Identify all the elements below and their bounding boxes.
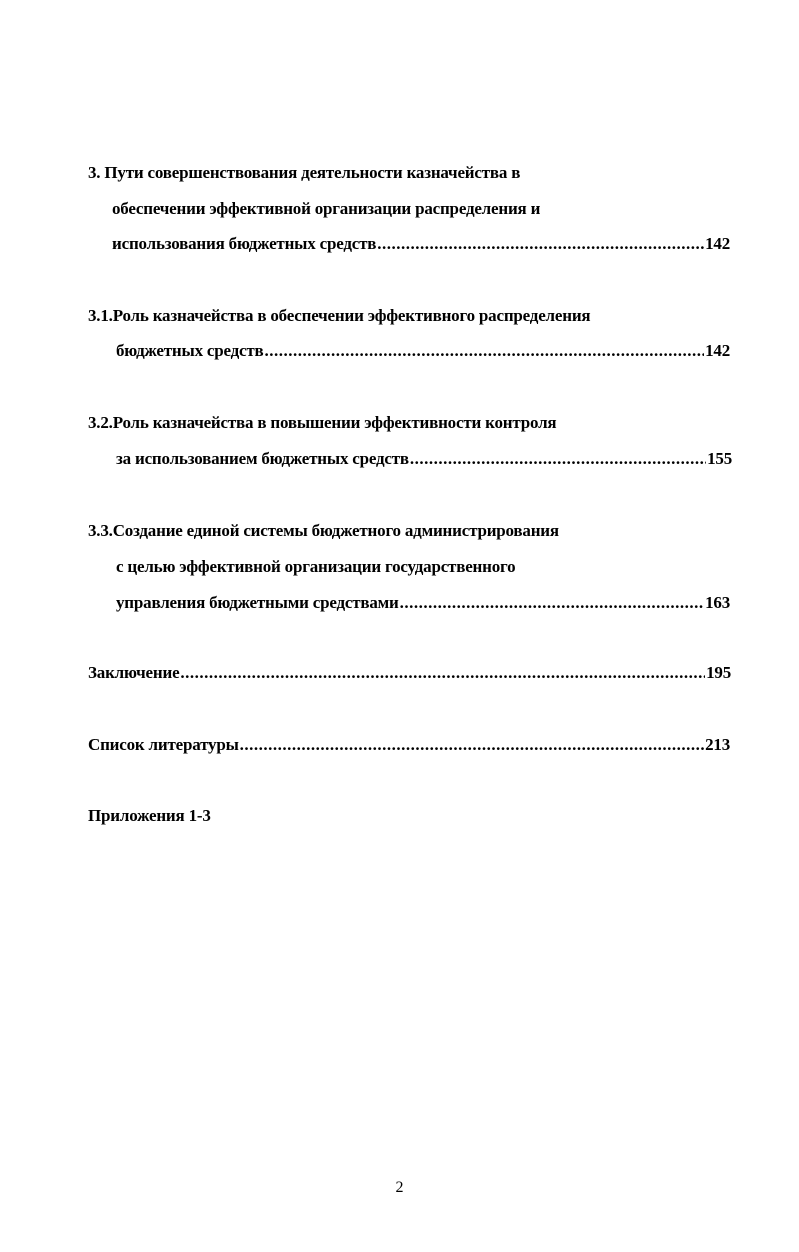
dot-leader — [400, 593, 704, 613]
toc-references-page: 213 — [705, 735, 730, 754]
toc-s3-page: 142 — [705, 234, 730, 253]
toc-s33-page: 163 — [705, 593, 730, 612]
dot-leader — [180, 663, 705, 683]
toc-s33-line2: с целью эффективной организации государственного — [116, 557, 516, 576]
toc-s32-line2: за использованием бюджетных средств — [116, 449, 409, 468]
toc-entry-references[interactable] — [88, 735, 730, 755]
toc-entry-s31[interactable] — [116, 341, 730, 361]
toc-s31-line1: 3.1.Роль казначейства в обеспечении эффективного распределения — [88, 306, 591, 325]
toc-s3-line2: обеспечении эффективной организации распределения и — [112, 199, 541, 218]
toc-entry-s32[interactable] — [116, 449, 732, 469]
toc-conclusion-page: 195 — [706, 663, 731, 682]
toc-s32-page: 155 — [707, 449, 732, 468]
toc-s32-line1: 3.2.Роль казначейства в повышении эффективности контроля — [88, 413, 557, 432]
toc-s33-line3: управления бюджетными средствами — [116, 593, 399, 612]
toc-appendices-label[interactable]: Приложения 1-3 — [88, 806, 211, 825]
toc-s33-line1: 3.3.Создание единой системы бюджетного администрирования — [88, 521, 559, 540]
toc-s31-line2: бюджетных средств — [116, 341, 264, 360]
toc-entry-s3[interactable] — [112, 234, 730, 254]
toc-s31-page: 142 — [705, 341, 730, 360]
dot-leader — [377, 234, 704, 254]
toc-entry-conclusion[interactable] — [88, 663, 731, 683]
page-number: 2 — [395, 1179, 404, 1196]
dot-leader — [410, 449, 706, 469]
dot-leader — [240, 735, 704, 755]
toc-conclusion-label: Заключение — [88, 663, 180, 682]
toc-references-label: Список литературы — [88, 735, 239, 754]
toc-entry-s33[interactable] — [116, 593, 730, 613]
toc-s3-line3: использования бюджетных средств — [112, 234, 377, 253]
dot-leader — [265, 341, 705, 361]
toc-s3-line1: 3. Пути совершенствования деятельности казначейства в — [88, 163, 521, 182]
